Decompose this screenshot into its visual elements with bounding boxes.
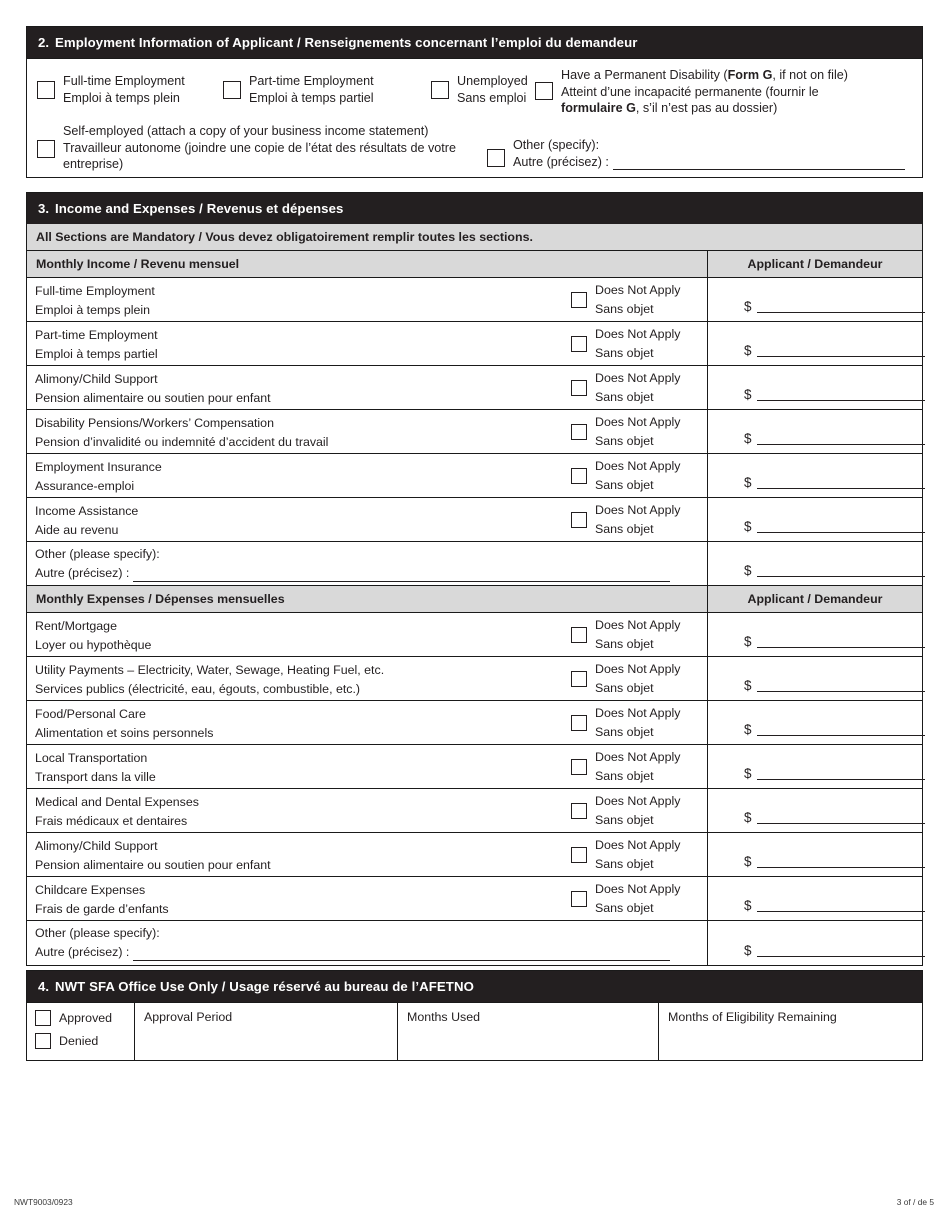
- does-not-apply-label: [595, 457, 680, 494]
- full-time-fr: Emploi à temps plein: [63, 90, 180, 105]
- dna-fr: Sans objet: [595, 636, 654, 651]
- section-4-title: NWT SFA Office Use Only / Usage réservé au bureau de l’AFETNO: [55, 979, 474, 994]
- section-2-body: [27, 58, 922, 177]
- income-amount-cell[interactable]: [708, 498, 925, 541]
- income-amount-cell[interactable]: [708, 454, 925, 497]
- checkbox-self-employed[interactable]: [37, 140, 55, 158]
- expense-amount-cell[interactable]: [708, 833, 925, 876]
- expense-amount-cell[interactable]: [708, 657, 925, 700]
- form-code: NWT9003/0923: [14, 1197, 73, 1207]
- checkbox-does-not-apply[interactable]: [571, 671, 587, 687]
- monthly-expenses-header-label: Monthly Expenses / Dépenses mensuelles: [27, 586, 708, 612]
- income-other-amount-cell[interactable]: [708, 542, 925, 585]
- income-row-label-en: Employment Insurance: [35, 460, 162, 475]
- expense-row-label-en: Utility Payments – Electricity, Water, Sewage, Heating Fuel, etc.: [35, 663, 385, 678]
- dna-en: Does Not Apply: [595, 662, 681, 677]
- currency-symbol: $: [744, 563, 752, 579]
- expense-other-en: Other (please specify):: [35, 926, 160, 941]
- income-amount-cell[interactable]: [708, 322, 925, 365]
- expense-row-label: [27, 877, 562, 920]
- monthly-income-header-row: [27, 251, 922, 278]
- checkbox-part-time-employment[interactable]: [223, 81, 241, 99]
- dna-en: Does Not Apply: [595, 327, 681, 342]
- table-row: [27, 410, 922, 454]
- section-3-income-and-expenses: [26, 192, 923, 966]
- income-amount-input[interactable]: [757, 388, 925, 401]
- section-4-number: 4.: [38, 979, 50, 994]
- expense-row-label-fr: Services publics (électricité, eau, égouts, combustible, etc.): [35, 681, 361, 696]
- income-does-not-apply-cell[interactable]: [562, 322, 708, 365]
- approval-period-cell[interactable]: [135, 1003, 398, 1060]
- expense-amount-cell[interactable]: [708, 701, 925, 744]
- income-amount-input[interactable]: [757, 432, 925, 445]
- dna-fr: Sans objet: [595, 768, 654, 783]
- option-full-time-employment-label: [63, 73, 185, 106]
- section-2-employment-information: [26, 26, 923, 178]
- currency-symbol: $: [744, 943, 752, 959]
- income-amount-input[interactable]: [757, 476, 925, 489]
- checkbox-does-not-apply[interactable]: [571, 847, 587, 863]
- checkbox-does-not-apply[interactable]: [571, 424, 587, 440]
- currency-symbol: $: [744, 766, 752, 782]
- dna-fr: Sans objet: [595, 680, 654, 695]
- other-employment-fr: Autre (précisez) :: [513, 154, 609, 169]
- income-does-not-apply-cell[interactable]: [562, 454, 708, 497]
- income-row-label: [27, 366, 562, 409]
- section-2-number: 2.: [38, 35, 50, 50]
- dna-fr: Sans objet: [595, 724, 654, 739]
- checkbox-does-not-apply[interactable]: [571, 292, 587, 308]
- section-4-body: [27, 1002, 922, 1060]
- expense-row-label-fr: Alimentation et soins personnels: [35, 725, 214, 740]
- expense-row-label-fr: Pension alimentaire ou soutien pour enfant: [35, 857, 271, 872]
- option-other-employment-label: [513, 137, 905, 170]
- expense-does-not-apply-cell[interactable]: [562, 657, 708, 700]
- income-row-label: [27, 498, 562, 541]
- section-4-header: [27, 971, 922, 1002]
- expense-row-label-fr: Loyer ou hypothèque: [35, 637, 152, 652]
- income-amount-input[interactable]: [757, 300, 925, 313]
- approval-period-label: Approval Period: [144, 1010, 233, 1025]
- other-employment-fr-line: [513, 154, 905, 171]
- dna-fr: Sans objet: [595, 856, 654, 871]
- table-row: [27, 366, 922, 410]
- table-row: [27, 322, 922, 366]
- does-not-apply-label: [595, 501, 680, 538]
- expense-row-label: [27, 701, 562, 744]
- currency-symbol: $: [744, 854, 752, 870]
- expense-other-label: [27, 921, 708, 965]
- option-self-employed-label: [63, 123, 483, 173]
- table-row: [27, 454, 922, 498]
- income-row-label-en: Income Assistance: [35, 504, 139, 519]
- option-approved[interactable]: [35, 1010, 134, 1026]
- section-4-office-use-only: [26, 970, 923, 1061]
- table-row: [27, 657, 922, 701]
- income-row-label-fr: Pension alimentaire ou soutien pour enfant: [35, 390, 271, 405]
- checkbox-denied[interactable]: [35, 1033, 51, 1049]
- currency-symbol: $: [744, 343, 752, 359]
- section-4-decision-cell: [27, 1003, 135, 1060]
- checkbox-approved[interactable]: [35, 1010, 51, 1026]
- disability-en-a: Have a Permanent Disability (: [561, 68, 728, 83]
- expense-does-not-apply-cell[interactable]: [562, 789, 708, 832]
- checkbox-does-not-apply[interactable]: [571, 715, 587, 731]
- section-2-title: Employment Information of Applicant / Renseignements concernant l’emploi du demandeur: [55, 35, 638, 50]
- checkbox-other-employment[interactable]: [487, 149, 505, 167]
- expense-row-label: [27, 745, 562, 788]
- option-other-employment[interactable]: [487, 137, 905, 170]
- expense-row-label: [27, 613, 562, 656]
- income-row-label-fr: Emploi à temps partiel: [35, 346, 158, 361]
- does-not-apply-label: [595, 836, 680, 873]
- self-employed-en: Self-employed (attach a copy of your business income statement): [63, 124, 429, 139]
- dna-en: Does Not Apply: [595, 750, 681, 765]
- table-row: [27, 877, 922, 921]
- dna-en: Does Not Apply: [595, 794, 681, 809]
- section-2-header: [27, 27, 922, 58]
- section-3-title: Income and Expenses / Revenus et dépenses: [55, 201, 344, 216]
- income-row-label-en: Full-time Employment: [35, 284, 155, 299]
- checkbox-unemployed[interactable]: [431, 81, 449, 99]
- table-row: [27, 745, 922, 789]
- mandatory-note: All Sections are Mandatory / Vous devez obligatoirement remplir toutes les sections.: [27, 224, 922, 251]
- currency-symbol: $: [744, 634, 752, 650]
- dna-fr: Sans objet: [595, 301, 654, 316]
- does-not-apply-label: [595, 792, 680, 829]
- other-employment-en: Other (specify):: [513, 138, 600, 153]
- income-row-label-en: Alimony/Child Support: [35, 372, 158, 387]
- table-row: [27, 498, 922, 542]
- checkbox-does-not-apply[interactable]: [571, 627, 587, 643]
- checkbox-does-not-apply[interactable]: [571, 759, 587, 775]
- expense-row-label-en: Childcare Expenses: [35, 883, 146, 898]
- income-other-row: [27, 542, 922, 586]
- expense-other-amount-input[interactable]: [757, 944, 925, 957]
- does-not-apply-label: [595, 413, 680, 450]
- income-does-not-apply-cell[interactable]: [562, 278, 708, 321]
- expense-row-label-en: Rent/Mortgage: [35, 619, 117, 634]
- option-permanent-disability[interactable]: [535, 67, 929, 117]
- expense-amount-cell[interactable]: [708, 613, 925, 656]
- does-not-apply-label: [595, 704, 680, 741]
- checkbox-does-not-apply[interactable]: [571, 468, 587, 484]
- checkbox-permanent-disability[interactable]: [535, 82, 553, 100]
- unemployed-fr: Sans emploi: [457, 90, 527, 105]
- dna-en: Does Not Apply: [595, 706, 681, 721]
- expense-amount-input[interactable]: [757, 855, 925, 868]
- disability-en-b: , if not on file): [772, 68, 848, 83]
- part-time-en: Part-time Employment: [249, 74, 374, 89]
- dna-en: Does Not Apply: [595, 838, 681, 853]
- option-self-employed[interactable]: [37, 123, 483, 173]
- dna-en: Does Not Apply: [595, 371, 681, 386]
- expense-amount-cell[interactable]: [708, 789, 925, 832]
- currency-symbol: $: [744, 475, 752, 491]
- income-other-fr-line: [35, 564, 707, 583]
- months-used-label: Months Used: [407, 1010, 481, 1025]
- expense-other-amount-cell[interactable]: [708, 921, 925, 965]
- currency-symbol: $: [744, 299, 752, 315]
- months-remaining-label: Months of Eligibility Remaining: [668, 1010, 837, 1025]
- self-employed-fr: Travailleur autonome (joindre une copie de l’état des résultats de votre entreprise): [63, 140, 456, 172]
- expense-row-label-en: Medical and Dental Expenses: [35, 795, 199, 810]
- table-row: [27, 701, 922, 745]
- expense-does-not-apply-cell[interactable]: [562, 613, 708, 656]
- expense-other-fr-line: [35, 943, 707, 962]
- dna-fr: Sans objet: [595, 812, 654, 827]
- does-not-apply-label: [595, 660, 680, 697]
- section-3-header: [27, 193, 922, 224]
- does-not-apply-label: [595, 748, 680, 785]
- income-row-label: [27, 454, 562, 497]
- checkbox-does-not-apply[interactable]: [571, 891, 587, 907]
- page-number: 3 of / de 5: [896, 1197, 934, 1207]
- monthly-expenses-applicant-header: Applicant / Demandeur: [747, 592, 883, 607]
- option-part-time-employment-label: [249, 73, 374, 106]
- expense-amount-cell[interactable]: [708, 745, 925, 788]
- dna-fr: Sans objet: [595, 389, 654, 404]
- option-unemployed-label: [457, 73, 528, 106]
- monthly-expenses-header-row: [27, 586, 922, 613]
- income-row-label: [27, 278, 562, 321]
- income-row-label-fr: Pension d’invalidité ou indemnité d’accident du travail: [35, 434, 329, 449]
- expense-amount-input[interactable]: [757, 635, 925, 648]
- income-row-label: [27, 322, 562, 365]
- section-3-number: 3.: [38, 201, 50, 216]
- does-not-apply-label: [595, 325, 680, 362]
- option-denied[interactable]: [35, 1033, 134, 1049]
- dna-fr: Sans objet: [595, 477, 654, 492]
- does-not-apply-label: [595, 616, 680, 653]
- currency-symbol: $: [744, 810, 752, 826]
- disability-fr-a: Atteint d’une incapacité permanente (fournir le: [561, 84, 819, 99]
- checkbox-does-not-apply[interactable]: [571, 803, 587, 819]
- expense-does-not-apply-cell[interactable]: [562, 833, 708, 876]
- expense-row-label-fr: Transport dans la ville: [35, 769, 156, 784]
- months-remaining-cell[interactable]: [659, 1003, 922, 1060]
- expense-other-row: [27, 921, 922, 965]
- table-row: [27, 613, 922, 657]
- option-part-time-employment[interactable]: [223, 73, 374, 106]
- expense-does-not-apply-cell[interactable]: [562, 877, 708, 920]
- other-employment-input[interactable]: [613, 157, 905, 170]
- income-other-amount-input[interactable]: [757, 564, 925, 577]
- option-full-time-employment[interactable]: [37, 73, 185, 106]
- dna-fr: Sans objet: [595, 521, 654, 536]
- option-permanent-disability-label: [561, 67, 929, 117]
- checkbox-does-not-apply[interactable]: [571, 512, 587, 528]
- disability-fr-b: , s’il n’est pas au dossier): [635, 101, 778, 116]
- checkbox-full-time-employment[interactable]: [37, 81, 55, 99]
- monthly-income-applicant-header: Applicant / Demandeur: [747, 257, 883, 272]
- checkbox-does-not-apply[interactable]: [571, 380, 587, 396]
- part-time-fr: Emploi à temps partiel: [249, 90, 374, 105]
- months-used-cell[interactable]: [398, 1003, 659, 1060]
- income-amount-input[interactable]: [757, 520, 925, 533]
- expense-does-not-apply-cell[interactable]: [562, 745, 708, 788]
- expense-row-label-fr: Frais médicaux et dentaires: [35, 813, 188, 828]
- expense-amount-input[interactable]: [757, 679, 925, 692]
- income-amount-cell[interactable]: [708, 278, 925, 321]
- full-time-en: Full-time Employment: [63, 74, 185, 89]
- denied-label: Denied: [59, 1034, 99, 1049]
- dna-en: Does Not Apply: [595, 283, 681, 298]
- option-unemployed[interactable]: [431, 73, 528, 106]
- expense-amount-input[interactable]: [757, 899, 925, 912]
- expense-row-label-en: Food/Personal Care: [35, 707, 146, 722]
- expense-other-fr: Autre (précisez) :: [35, 944, 130, 959]
- currency-symbol: $: [744, 519, 752, 535]
- expense-amount-input[interactable]: [757, 811, 925, 824]
- table-row: [27, 833, 922, 877]
- currency-symbol: $: [744, 387, 752, 403]
- unemployed-en: Unemployed: [457, 74, 528, 89]
- expense-row-label: [27, 789, 562, 832]
- income-other-specify-input[interactable]: [133, 569, 670, 582]
- income-row-label: [27, 410, 562, 453]
- income-does-not-apply-cell[interactable]: [562, 366, 708, 409]
- table-row: [27, 789, 922, 833]
- currency-symbol: $: [744, 678, 752, 694]
- monthly-income-header-label: Monthly Income / Revenu mensuel: [27, 251, 708, 277]
- income-row-label-fr: Assurance-emploi: [35, 478, 135, 493]
- does-not-apply-label: [595, 281, 680, 318]
- income-other-label: [27, 542, 708, 585]
- income-amount-input[interactable]: [757, 344, 925, 357]
- dna-fr: Sans objet: [595, 900, 654, 915]
- currency-symbol: $: [744, 898, 752, 914]
- income-does-not-apply-cell[interactable]: [562, 498, 708, 541]
- currency-symbol: $: [744, 722, 752, 738]
- income-other-en: Other (please specify):: [35, 547, 160, 562]
- does-not-apply-label: [595, 880, 680, 917]
- expense-other-specify-input[interactable]: [133, 948, 670, 961]
- dna-en: Does Not Apply: [595, 459, 681, 474]
- income-row-label-en: Part-time Employment: [35, 328, 158, 343]
- disability-formulaire-g-bold: formulaire G: [561, 101, 636, 116]
- does-not-apply-label: [595, 369, 680, 406]
- expense-does-not-apply-cell[interactable]: [562, 701, 708, 744]
- income-other-fr: Autre (précisez) :: [35, 565, 130, 580]
- checkbox-does-not-apply[interactable]: [571, 336, 587, 352]
- dna-en: Does Not Apply: [595, 503, 681, 518]
- dna-en: Does Not Apply: [595, 882, 681, 897]
- income-amount-cell[interactable]: [708, 410, 925, 453]
- income-row-label-fr: Emploi à temps plein: [35, 302, 151, 317]
- income-does-not-apply-cell[interactable]: [562, 410, 708, 453]
- expense-row-label: [27, 833, 562, 876]
- table-row: [27, 278, 922, 322]
- expense-row-label-en: Local Transportation: [35, 751, 148, 766]
- dna-fr: Sans objet: [595, 433, 654, 448]
- currency-symbol: $: [744, 431, 752, 447]
- dna-fr: Sans objet: [595, 345, 654, 360]
- disability-form-g-bold: Form G: [727, 68, 773, 83]
- expense-amount-cell[interactable]: [708, 877, 925, 920]
- expense-amount-input[interactable]: [757, 723, 925, 736]
- expense-row-label: [27, 657, 562, 700]
- dna-en: Does Not Apply: [595, 618, 681, 633]
- income-row-label-fr: Aide au revenu: [35, 522, 119, 537]
- expense-amount-input[interactable]: [757, 767, 925, 780]
- approved-label: Approved: [59, 1011, 113, 1026]
- income-row-label-en: Disability Pensions/Workers’ Compensation: [35, 416, 274, 431]
- dna-en: Does Not Apply: [595, 415, 681, 430]
- expense-row-label-en: Alimony/Child Support: [35, 839, 158, 854]
- expense-row-label-fr: Frais de garde d’enfants: [35, 901, 169, 916]
- income-amount-cell[interactable]: [708, 366, 925, 409]
